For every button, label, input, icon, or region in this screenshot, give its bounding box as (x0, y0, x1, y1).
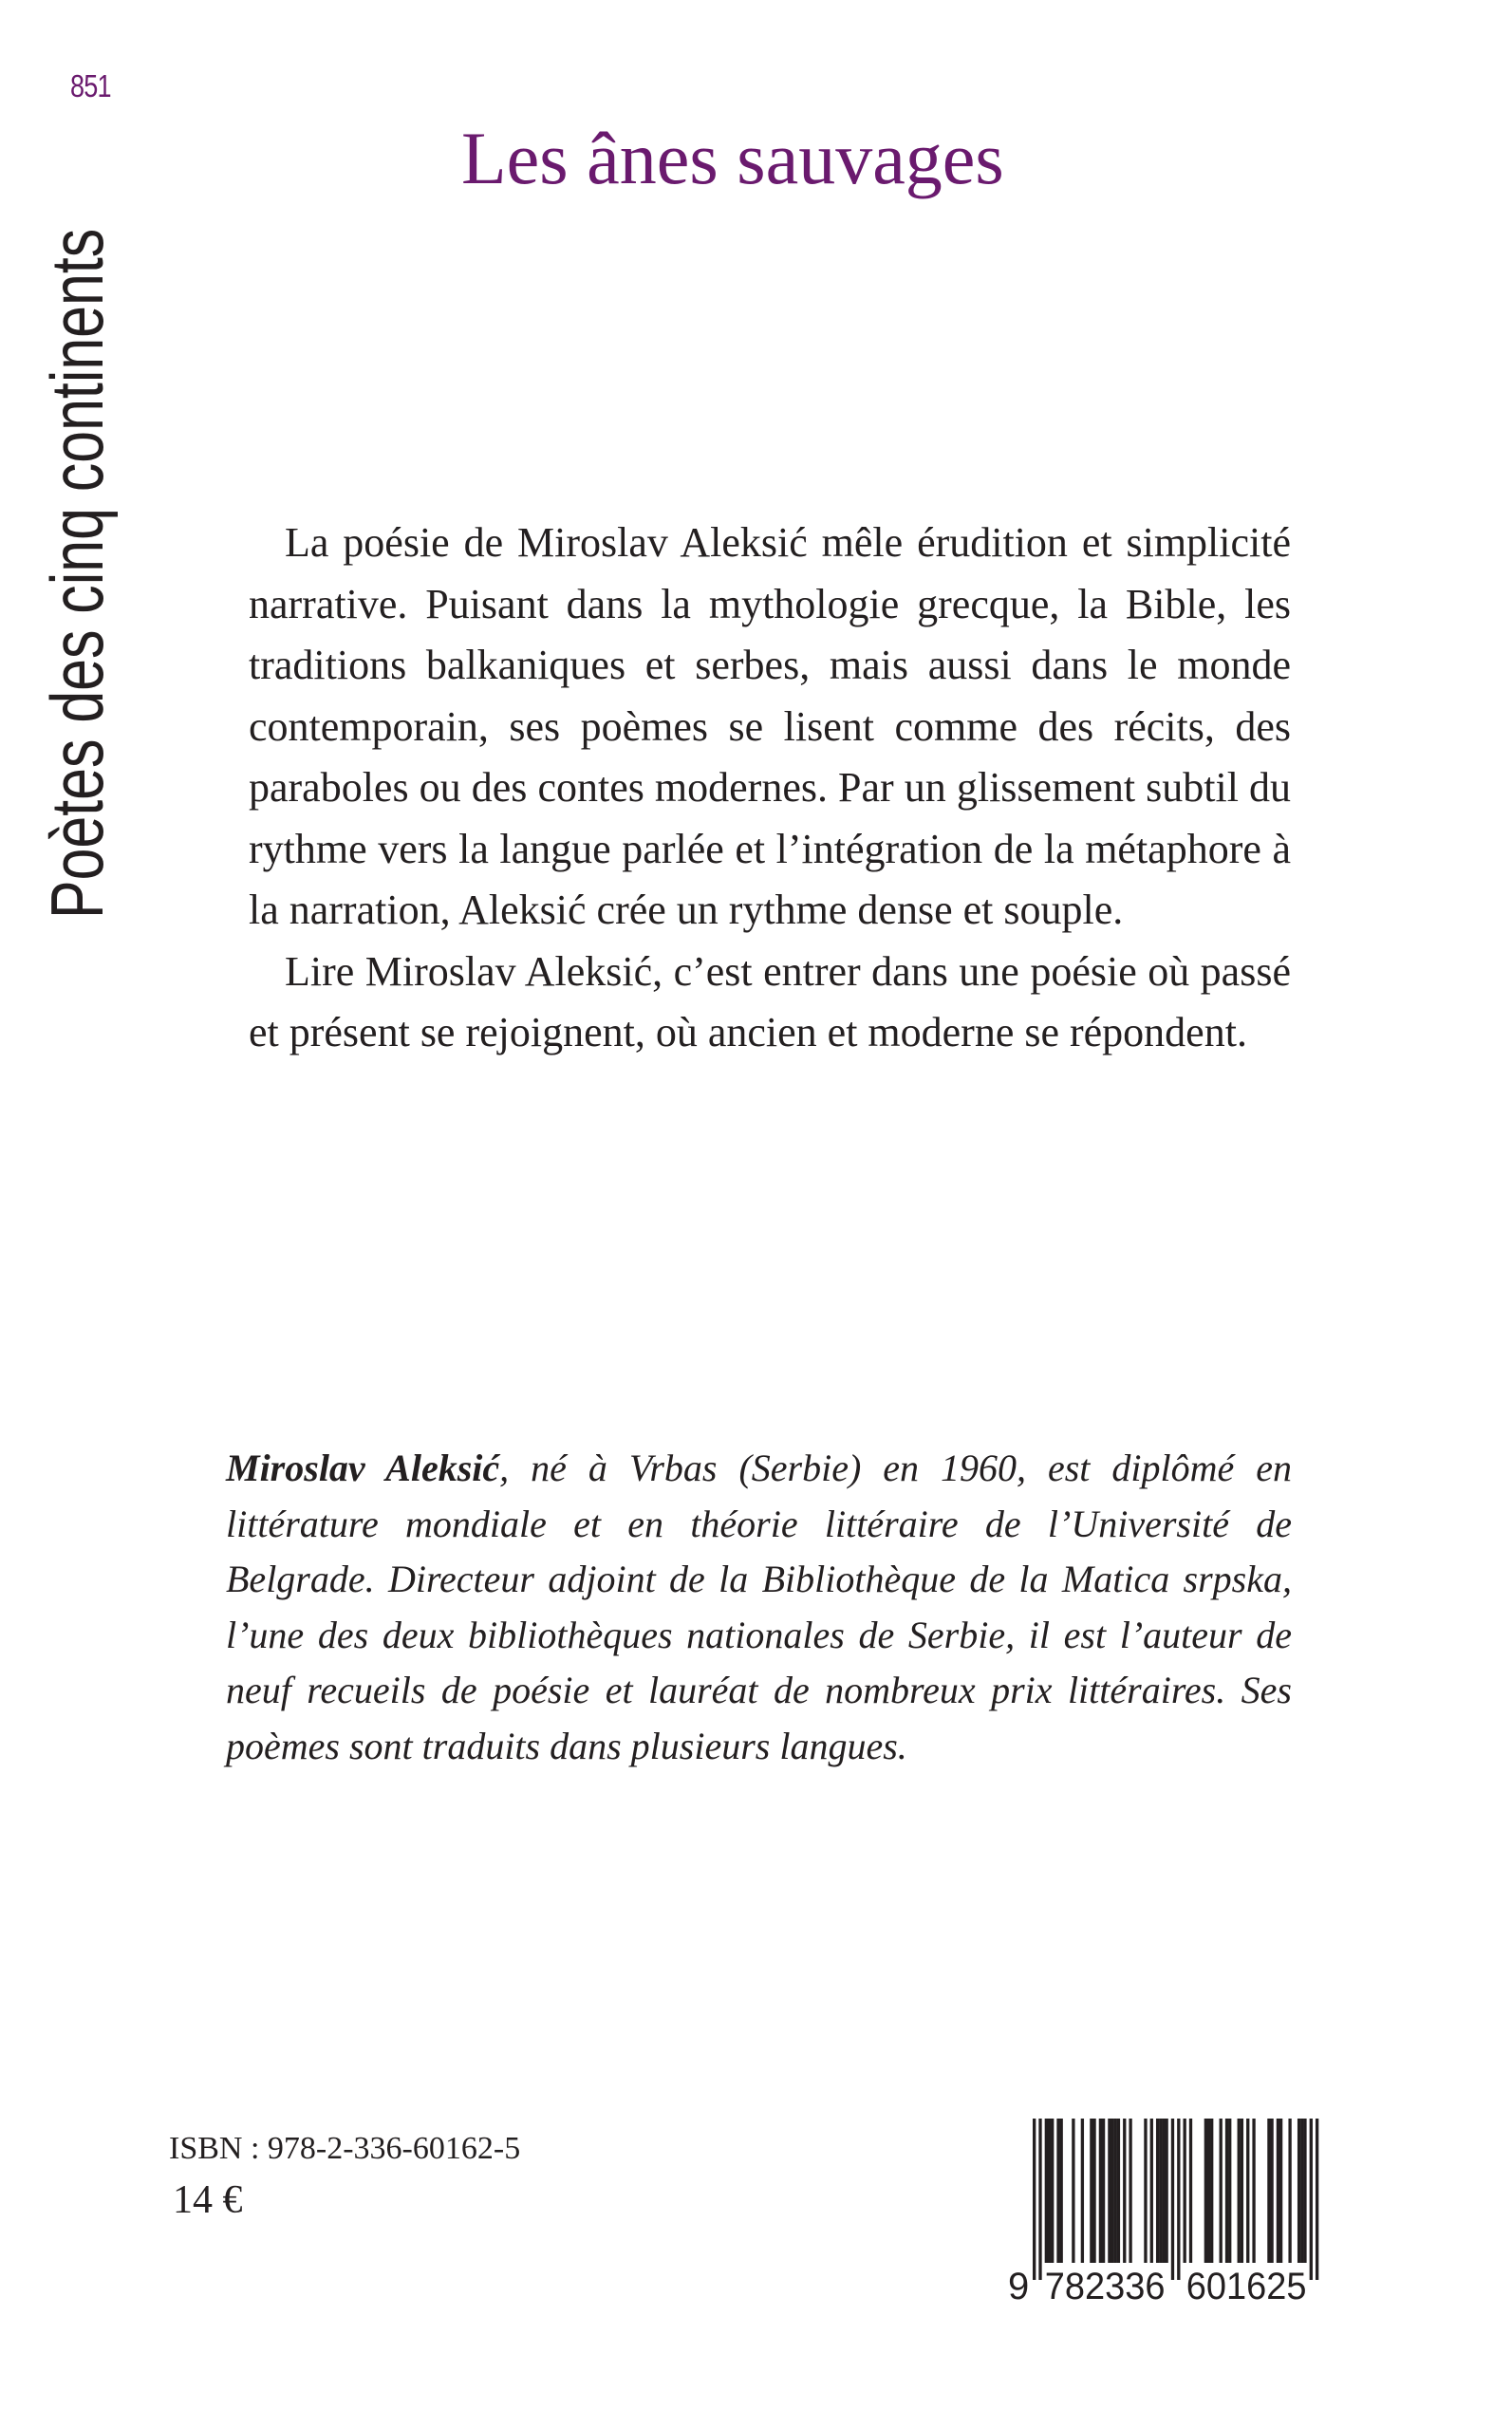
blurb-paragraph-2: Lire Miroslav Aleksić, c’est entrer dans une poésie où passé et présent se rejoignent, où ancien et moderne se répondent. (249, 947, 1291, 1055)
ean13-barcode (1004, 2119, 1327, 2305)
series-number: 851 (70, 68, 111, 103)
author-bio-text: , né à Vrbas (Serbie) en 1960, est diplômé en littérature mondiale et en théorie littéraire de l’Université de Belgrade. Directeur adjoint de la Bibliothèque de la Matica srpska, l’une des deux bibliothèques nationales de Serbie, il est l’auteur de neuf recueils de poésie et lauréat de nombreux prix littéraires. Ses poèmes sont traduits dans plusieurs langues. (226, 1447, 1292, 1767)
collection-name-text: Poètes des cinq continents (35, 228, 119, 919)
author-bio (226, 1441, 1292, 1774)
author-name: Miroslav Aleksić (226, 1447, 500, 1489)
book-title: Les ânes sauvages (461, 117, 1004, 199)
price: 14 € (173, 2178, 243, 2222)
blurb (249, 513, 1291, 1064)
svg-text:601625: 601625 (1185, 2266, 1307, 2305)
author-bio-paragraph (226, 1441, 1292, 1774)
svg-text:782336: 782336 (1044, 2266, 1166, 2305)
svg-text:9: 9 (1008, 2266, 1030, 2305)
isbn: ISBN : 978-2-336-60162-5 (169, 2131, 521, 2166)
barcode-icon (1004, 2119, 1327, 2305)
blurb-paragraph-1: La poésie de Miroslav Aleksić mêle érudition et simplicité narrative. Puisant dans la mythologie grecque, la Bible, les traditions balkaniques et serbes, mais aussi dans le monde contemporain, ses poèmes se lisent comme des récits, des paraboles ou des contes modernes. Par un glissement subtil du rythme vers la langue parlée et l’intégration de la métaphore à la narration, Aleksić crée un rythme dense et souple. (249, 519, 1291, 933)
